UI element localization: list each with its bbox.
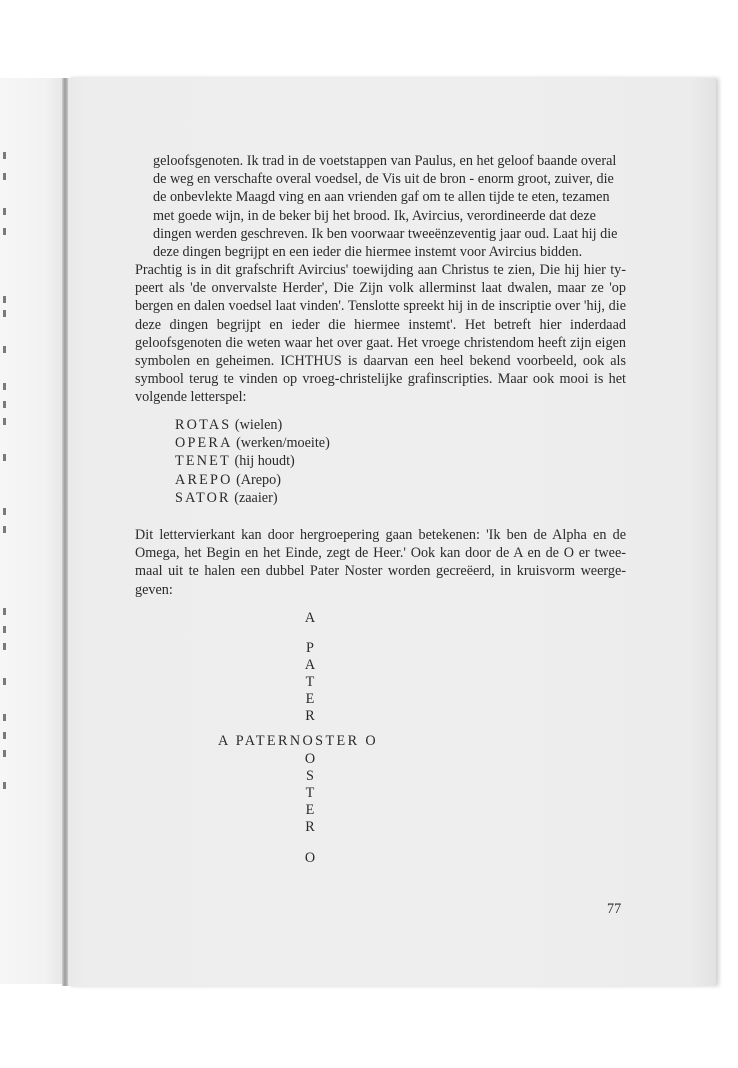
facing-page-text-fragment <box>3 508 6 515</box>
square-word-meaning: (werken/moeite) <box>236 435 330 452</box>
word-square-row <box>175 471 330 489</box>
facing-page-text-fragment <box>3 208 6 215</box>
facing-page-text-fragment <box>3 418 6 425</box>
facing-page-text-fragment <box>3 383 6 390</box>
page-number: 77 <box>607 901 622 917</box>
paragraph-text: Prachtig is in dit grafschrift Avircius' toewijding aan Christus te zien, Die hij hier typeert als 'de onvervalste Herder', Die Zijn volk allerminst laat dwalen, maar ze 'op bergen en dalen voedsel laat vinden'. Tenslotte spreekt hij in de inscriptie over 'hij, die deze dingen begrijpt en ieder die hiermee instemt'. Het betreft hier inderdaad geloofsgenoten die weten waar het over gaat. Het vroege christendom heeft zijn eigen symbolen en geheimen. ICHTHUS is daarvan een heel bekend voorbeeld, ook als symbool terug te vinden op vroeg-christelijke grafinscripties. Maar ook mooi is het volgende letterspel: <box>135 262 626 406</box>
square-word-meaning: (wielen) <box>234 417 283 433</box>
square-word-meaning: (Arepo) <box>236 471 281 488</box>
facing-page-text-fragment <box>3 526 6 533</box>
facing-page-text-fragment <box>3 310 6 317</box>
cross-letter: R <box>305 819 315 835</box>
quote-line: deze dingen begrijpt en een ieder die hiermee instemt voor Avircius bidden. <box>153 244 583 261</box>
facing-page-text-fragment <box>3 608 6 615</box>
cross-letter: R <box>305 708 315 724</box>
cross-letter: A <box>304 610 316 626</box>
facing-page-text-fragment <box>3 732 6 739</box>
facing-page-text-fragment <box>3 782 6 789</box>
cross-letter: E <box>305 691 315 707</box>
quote-line: de onbevlekte Maagd ving en aan vrienden gaf om te allen tijde te eten, tezamen <box>153 189 610 206</box>
paragraph-text: Dit lettervierkant kan door hergroepering gaan betekenen: 'Ik ben de Alpha en de Omega, het Begin en het Einde, zegt de Heer.' Ook kan door de A en de O er tweemaal uit te halen een dubbel Pater Noster worden gecreëerd, in kruisvorm weergegeven: <box>135 527 626 598</box>
quote-line: geloofsgenoten. Ik trad in de voetstappen van Paulus, en het geloof baande overal <box>153 153 617 169</box>
square-word: AREPO <box>175 471 233 488</box>
word-square-row <box>175 452 330 470</box>
paternoster-cross-horizontal: A PATERNOSTER O <box>218 733 379 749</box>
word-square-row <box>175 416 330 434</box>
body-paragraph-1 <box>135 261 626 407</box>
cross-letter: E <box>305 802 315 818</box>
quote-line: dingen werden geschreven. Ik ben voorwaar tweeënzeventig jaar oud. Laat hij die <box>153 225 618 242</box>
facing-page-text-fragment <box>3 152 6 159</box>
facing-page-text-fragment <box>3 750 6 757</box>
facing-page-text-fragment <box>3 454 6 461</box>
facing-page-text-fragment <box>3 626 6 633</box>
cross-letter: S <box>306 768 314 784</box>
square-word: ROTAS <box>175 417 232 433</box>
quote-line: de weg en verschafte overal voedsel, de Vis uit de bron - enorm groot, zuiver, die <box>153 171 614 188</box>
facing-page-text-fragment <box>3 714 6 721</box>
cross-letter: O <box>304 751 316 767</box>
cross-letter: T <box>305 785 315 801</box>
word-square-row <box>175 489 330 507</box>
word-square-row <box>175 434 330 452</box>
facing-page-text-fragment <box>3 678 6 685</box>
facing-page-text-fragment <box>3 401 6 408</box>
facing-page-text-fragment <box>3 296 6 303</box>
body-paragraph-2 <box>135 526 626 599</box>
square-word: SATOR <box>175 489 231 506</box>
facing-page-text-fragment <box>3 346 6 353</box>
square-word-meaning: (hij houdt) <box>234 453 295 470</box>
facing-page-text-fragment <box>3 173 6 180</box>
avircius-quote <box>153 152 626 261</box>
cross-letter: P <box>306 640 314 656</box>
square-word: OPERA <box>175 435 233 452</box>
cross-letter: T <box>305 674 315 690</box>
square-word: TENET <box>175 453 231 470</box>
facing-page-edge <box>0 78 64 984</box>
facing-page-text-fragment <box>3 643 6 650</box>
cross-letter: O <box>304 850 316 866</box>
quote-line: met goede wijn, in de beker bij het brood. Ik, Avircius, verordineerde dat deze <box>153 207 596 224</box>
sator-square-list <box>175 416 330 507</box>
square-word-meaning: (zaaier) <box>234 489 278 506</box>
cross-letter: A <box>304 657 316 673</box>
facing-page-text-fragment <box>3 228 6 235</box>
